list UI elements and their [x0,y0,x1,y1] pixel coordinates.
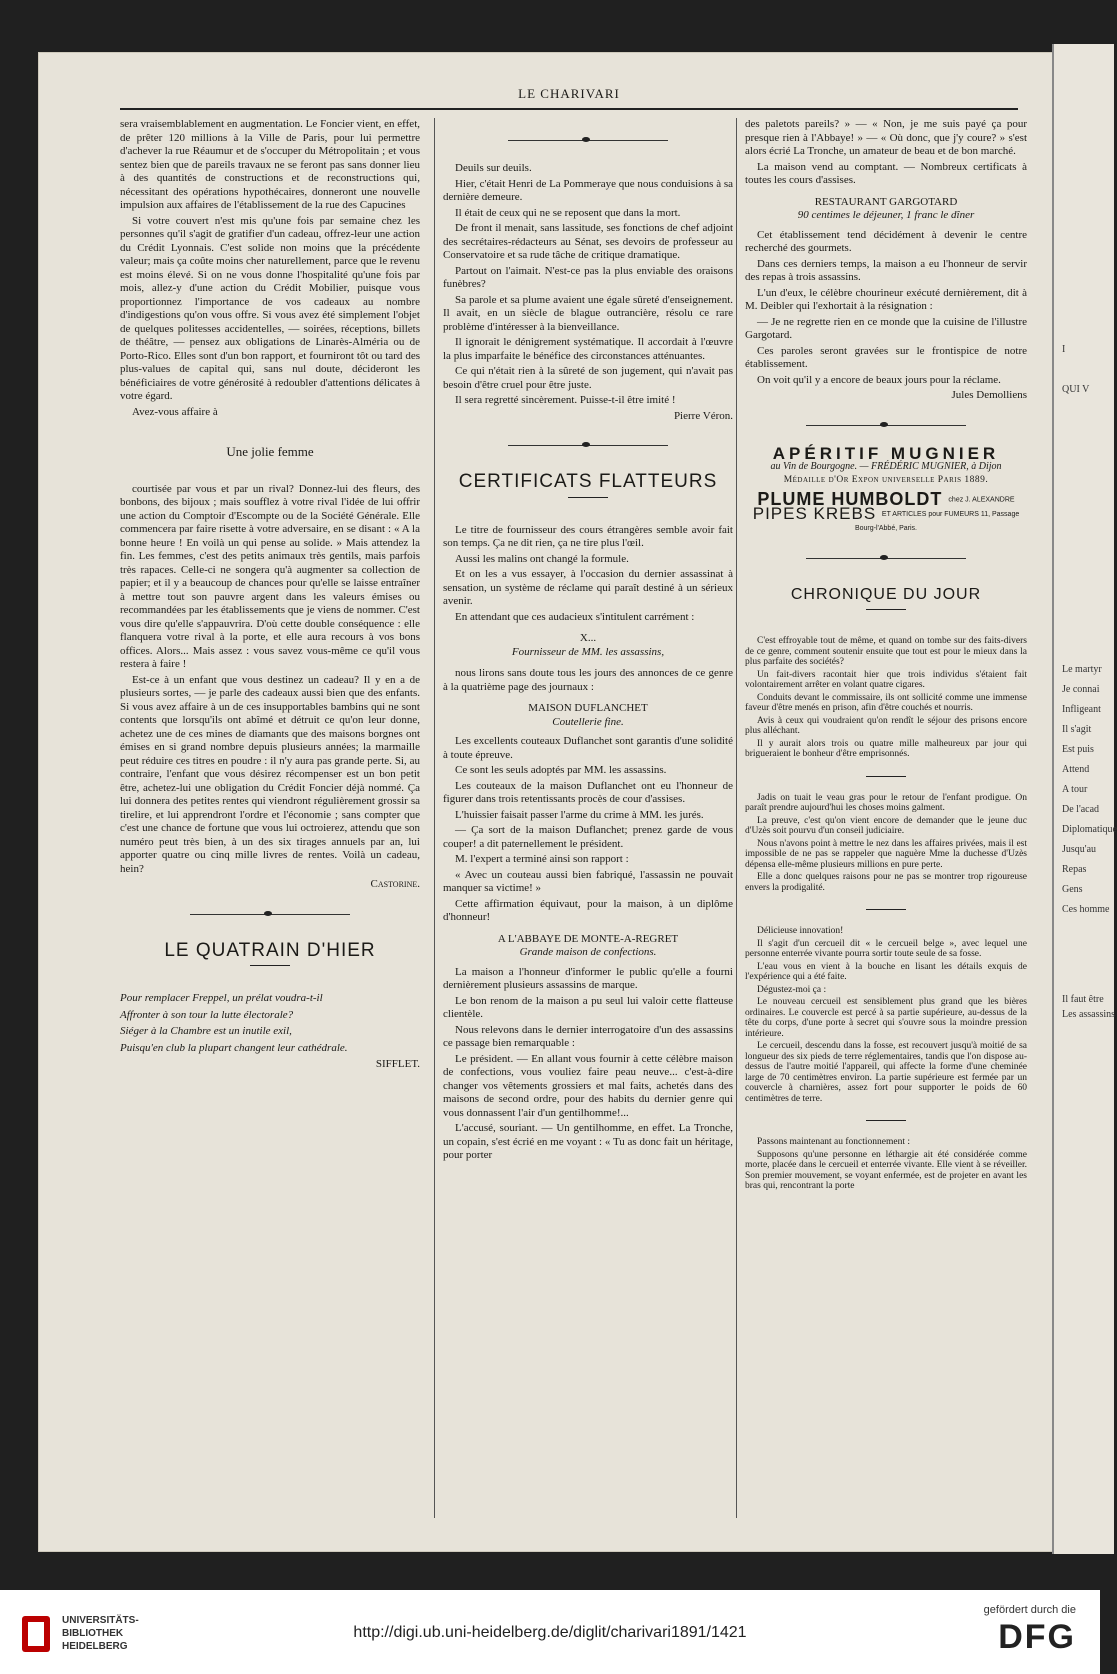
heading-rule [568,497,608,498]
paragraph: Nous n'avons point à mettre le nez dans les affaires privées, mais il est impossible de ne pas se rappeler que naguère Mme la duchesse d'Uzès dépensa elle-même plusieurs millions en pure perte. [745,838,1027,870]
paragraph: Conduits devant le commissaire, ils ont sollicité comme une immense faveur d'être menés en prison, afin d'être couchés et nourris. [745,692,1027,714]
paragraph: courtisée par vous et par un rival? Donnez-lui des fleurs, des bonbons, des bijoux ; mais soufflez à votre rival l'idée de lui offrir une action du Comptoir d'Escompte ou de la Société Générale. Elle commencera par faire risette à votre adversaire, en se disant : « A la bonne heure ! En voilà un qui pense au solide. » Mais attendez la fin. Les femmes, c'est des petits animaux très gentils, mais parfois très rapaces. Celle-ci ne songera qu'à augmenter sa collection de papier; et il y a beaucoup de chances pour qu'elle se laisse entraîner à mettre tout son pauvre argent dans les valeurs émises ou recommandées par les établissements que je viens de nommer. C'est vous dire qu'elle s'appauvrira. D'où cette double conséquence : elle flanquera votre rival à la porte, et elle aura recours à vos bons offices. Alors... Mais assez : vous savez vous-même ce qu'il vous restera à faire ! [120,482,420,670]
paragraph: La maison a l'honneur d'informer le public qu'elle a fourni dernièrement plusieurs assassins de marque. [443,965,733,991]
adjacent-page-edge [1052,44,1117,1554]
paragraph: Ce sont les seuls adoptés par MM. les assassins. [455,764,667,776]
paragraph: Jadis on tuait le veau gras pour le retour de l'enfant prodigue. On paraît prendre aujourd'hui les choses moins galment. [745,792,1027,814]
paragraph: Les excellents couteaux Duflanchet sont garantis d'une solidité à toute épreuve. [443,735,733,761]
paragraph: Supposons qu'une personne en léthargie ait été considérée comme morte, placée dans le cercueil et enterrée vivante. Elle vient à se réveiller. Son premier mouvement, se voyant enfermée, est de projeter en avant les bras qui, rencontrant la porte [745,1149,1027,1192]
paragraph: — Ça sort de la maison Duflanchet; prenez garde de vous couper! a dit paternellement le président. [443,824,733,850]
paragraph: Cet établissement tend décidément à devenir le centre recherché des gourmets. [745,228,1027,254]
col2-paragraphs-3 [443,667,733,694]
maison-duflanchet-sub: Coutellerie fine. [552,715,624,728]
col3-paragraphs-1 [745,118,1027,188]
masthead: LE CHARIVARI [518,86,620,101]
paragraph: Il ignorait le dénigrement systématique. Il accordait à l'œuvre la plus imparfaite le bénéfice des circonstances atténuantes. [443,336,733,362]
edge-fragment: Jusqu'au [1062,844,1097,855]
heading-rule [250,965,290,966]
section-heading-jolie-femme: Une jolie femme [226,444,314,459]
paragraph: On voit qu'il y a encore de beaux jours pour la réclame. [757,373,1001,386]
source-url-link[interactable]: http://digi.ub.uni-heidelberg.de/diglit/charivari1891/1421 [353,1624,747,1641]
newspaper-page [38,52,1058,1552]
paragraph: En attendant que ces audacieux s'intitulent carrément : [455,610,695,623]
paragraph: Ces paroles seront gravées sur le frontispice de notre établissement. [745,344,1027,370]
paragraph: — Je ne regrette rien en ce monde que la cuisine de l'illustre Gargotard. [745,315,1027,341]
edge-fragment: QUI V [1062,384,1090,395]
section-rule [866,776,906,777]
chronique-part-3 [745,926,1027,1104]
edge-fragment: De l'acad [1062,804,1100,815]
paragraph: Cette affirmation équivaut, pour la maison, à un diplôme d'honneur! [443,897,733,923]
signature-castorine: Castorine. [370,878,420,890]
poem [120,992,420,1055]
section-rule [866,909,906,910]
edge-fragment: Repas [1062,864,1087,875]
restaurant-heading: RESTAURANT GARGOTARD [814,195,958,208]
paragraph: Sa parole et sa plume avaient une égale sûreté d'enseignement. Il avait, en un siècle de blague outrancière, résolu ce rare problème d'intéresser à la bienveillance. [443,293,733,333]
edge-fragment: Attend [1062,764,1090,775]
signature-demolliens: Jules Demolliens [951,389,1027,401]
dfg-logo: DFG [998,1618,1076,1656]
ad-pipes-text: PIPES KREBS [752,504,877,523]
abbaye-heading: A L'ABBAYE DE MONTE-A-REGRET [497,932,679,945]
paragraph: Et on les a vus essayer, à l'occasion du dernier assassinat à sensation, un système de réclame qui paraît destiné à un sérieux avenir. [443,568,733,607]
chronique-part-2 [745,793,1027,894]
paragraph: Elle a donc quelques raisons pour ne pas se montrer trop rigoureuse envers la prodigalité. [745,872,1027,893]
paragraph: L'accusé, souriant. — Un gentilhomme, en effet. La Tronche, un copain, s'est écrié en me voyant : « Tu as donc fait un héritage, pour porter [443,1122,733,1161]
poem-signature: SIFFLET. [375,1058,420,1070]
edge-fragment: Infligeant [1062,704,1101,715]
col1-paragraphs-1 [120,118,420,419]
ornament-divider [806,421,966,429]
paragraph: des paletots pareils? » — « Non, je me suis payé ça pour presque rien à l'Abbaye! » — « Où donc, que j'y coure? » s'est alors écrié La Tronche, un amateur de beau et de bon marché. [745,118,1027,157]
uni-line-2: BIBLIOTHEK [62,1628,124,1639]
chronique-part-1 [745,636,1027,760]
paragraph: Le cercueil, descendu dans la fosse, est recouvert jusqu'à moitié de sa longueur des six pieds de terre réglementaires, tandis que l'on dispose au-dessus de l'autre moitié l'appareil, qui affecte la forme d'une cheminée large de 70 centimètres environ. La partie supérieure est fermée par un couvercle à charnières, assez fort pour supporter le poids de 60 centimètres de terre. [745,1041,1027,1104]
paragraph: Le nouveau cercueil est sensiblement plus grand que les bières ordinaires. Le couvercle est percé à sa partie supérieure, au-dessus de la tête du corps, d'une porte à secret qui s'ouvre sous la moindre pression intérieure. [745,997,1027,1039]
poem-title: LE QUATRAIN D'HIER [164,939,376,961]
x-line: X... [579,632,597,644]
paragraph: sera vraisemblablement en augmentation. Le Foncier vient, en effet, de prêter 120 millions à la Ville de Paris, pour lui permettre d'achever la rue Réaumur et de s'occuper du Métropolitain ; et vous sentez bien que de pareils travaux ne se feront pas sans donner lieu à des quantités de constructions et de reconstructions qui, nécessitant des opérations hypothécaires, donneront une nouvelle impulsion aux affaires de l'établissement de la rue des Capucines [120,118,420,211]
paragraph: Avez-vous affaire à [132,405,218,418]
column-2 [434,118,733,1518]
paragraph: La preuve, c'est qu'on vient encore de demander que le jeune duc d'Uzès soit pourvu d'un conseil judiciaire. [745,815,1027,837]
ad-plume-small: chez J. ALEXANDRE [948,496,1015,504]
paragraph: Nous relevons dans le dernier interrogatoire d'un des assassins ce passage bien remarquable : [443,1023,733,1049]
paragraph: Deuils sur deuils. [455,162,532,174]
column-3 [736,118,1027,1518]
edge-fragment: Ces homme [1062,904,1110,915]
ornament-divider [190,910,350,918]
paragraph: Délicieuse innovation! [757,926,844,937]
paragraph: Il était de ceux qui ne se reposent que dans la mort. [455,206,681,219]
col2-paragraphs-5 [443,966,733,1163]
col2-paragraphs-1 [443,162,733,408]
paragraph: nous lirons sans doute tous les jours des annonces de ce genre à la quatrième page des journaux : [443,667,733,693]
ornament-divider [508,136,668,144]
paragraph: Avis à ceux qui voudraient qu'on rendît le séjour des prisons encore plus alléchant. [745,715,1027,737]
ad-pipes-small: ET ARTICLES pour FUMEURS 11, Passage Bourg-l'Abbé, Paris. [854,510,1020,533]
edge-fragment: I [1062,344,1066,355]
paragraph: Dans ces derniers temps, la maison a eu l'honneur de servir des repas à trois assassins. [745,257,1027,283]
paragraph: Le président. — En allant vous fournir à cette célèbre maison de confections, vous vouliez faire peau neuve... c'est-à-dire changer vos vêtements grossiers et mal faits, achetés dans des maisons de second ordre, pour des habits du dernier genre qui vous donnassent l'air d'un gentilhomme!... [443,1052,733,1119]
col3-paragraphs-2 [745,229,1027,388]
ad-medaille: Médaille d'Or Expon universelle Paris 1889. [783,474,989,485]
paragraph: Si votre couvert n'est mis qu'une fois par semaine chez les personnes qu'il s'agit de gratifier d'un cadeau, offrez-leur une action du Crédit Lyonnais. C'est solide non moins que la précédente valeur; mais ça coûte moins cher naturellement, parce que le revenu est moins élevé. Si on ne vous donne l'hospitalité qu'une fois par mois, allez-y d'une action du Crédit Mobilier, puisque vous proportionnez l'importance de vos cadeaux au nombre d'indigestions qu'on vous offre. Si vous avez été simplement l'objet de quelques politesses accidentelles, — soirées, réceptions, billets de théâtre, — pensez aux obligations de Linarès-Alméria ou de Porto-Rico. Elles sont d'un bon rapport, et fourniront tôt ou tard des plus-values de capital qui, sans nul doute, décideront les bénéficiaires de votre générosité à redoubler d'attentions délicates à votre égard. [120,214,420,402]
paragraph: Hier, c'était Henri de La Pommeraye que nous conduisions à sa dernière demeure. [443,177,733,203]
paragraph: Les couteaux de la maison Duflanchet ont eu l'honneur de figurer dans trois retentissants procès de cour d'assises. [443,779,733,805]
masthead-rule [120,108,1018,110]
certificats-heading: CERTIFICATS FLATTEURS [458,471,718,492]
chronique-heading: CHRONIQUE DU JOUR [790,585,982,603]
uni-line-3: HEIDELBERG [62,1641,128,1652]
paragraph: C'est effroyable tout de même, et quand on tombe sur des faits-divers de ce genre, comment soutenir ensuite que tout est pour le mieux dans la plus parfaite des sociétés? [745,636,1027,668]
paragraph: Un fait-divers racontait hier que trois individus s'étaient fait volontairement arrêter en volant quatre cigares. [745,669,1027,691]
col1-paragraphs-2 [120,483,420,877]
edge-fragment: Les assassins [1062,1009,1116,1020]
edge-fragment: Je connai [1062,684,1100,695]
section-rule [866,1120,906,1121]
abbaye-sub: Grande maison de confections. [519,946,657,958]
paragraph: Est-ce à un enfant que vous destinez un cadeau? Il y en a de plusieurs sortes, — je parle des cadeaux aussi bien que des enfants. Si vous avez affaire à un de ces insupportables bambins qui ne sont contents que lorsqu'ils ont abîmé et détruit ce qu'on leur donne, achetez une de ces mines de diamants que des maisons borgnes ont émises en si grand nombre depuis plusieurs années; la marmaille peut réduire ces titres en poudre : il n'y aura pas grande perte. Si, au contraire, l'enfant que vous désirez récompenser est un bon petit être, achetez-lui une obligation du Crédit Foncier déjà nommé. Ça lui donnera des petites rentes qui viendront régulièrement grossir sa tirelire, et lui apprendront l'ordre et l'économie ; sans compter que c'est une chance de fortune que vous lui octroierez, attendu que son numéro peut très bien, à un des six tirages annuels par an, lui apporter quatre ou cinq mille livres de rentes. Voilà un cadeau, hein? [120,673,420,875]
poem-line: Puisqu'en club la plupart changent leur cathédrale. [120,1041,348,1054]
restaurant-sub: 90 centimes le déjeuner, 1 franc le dîner [797,209,975,221]
column-1 [120,118,420,1518]
paragraph: Partout on l'aimait. N'est-ce pas la plus enviable des oraisons funèbres? [443,264,733,290]
edge-fragment: Il faut être [1062,994,1104,1005]
edge-fragment: Il s'agit [1062,724,1092,735]
signature-veron: Pierre Véron. [673,409,733,422]
edge-fragment: Le martyr [1062,664,1102,675]
ad-pipes-krebs [745,504,1027,536]
poem-line: Affronter à son tour la lutte électorale? [120,1008,294,1021]
paragraph: De front il menait, sans lassitude, ses fonctions de chef adjoint des secrétaires-rédacteurs au Sénat, ses devoirs de professeur au Conservatoire et sa rude tâche de critique dramatique. [443,222,733,261]
paragraph: L'eau vous en vient à la bouche en lisant les détails exquis de l'expérience qui a été faite. [745,961,1027,983]
paragraph: Il y aurait alors trois ou quatre mille malheureux par jour qui brigueraient le bonheur d'être emprisonnés. [745,738,1027,760]
edge-fragment: A tour [1062,784,1088,795]
ornament-divider [508,441,668,449]
edge-fragment: Est puis [1062,744,1094,755]
paragraph: « Avec un couteau aussi bien fabriqué, l'assassin ne pouvait manquer sa victime! » [443,868,733,894]
x-subtitle: Fournisseur de MM. les assassins, [511,645,665,658]
paragraph: Aussi les malins ont changé la formule. [455,552,629,565]
footer-bar [0,1590,1100,1674]
paragraph: Le titre de fournisseur des cours étrangères semble avoir fait son temps. Ça ne dit rien, ça ne tire plus l'œil. [443,523,733,549]
paragraph: Il s'agit d'un cercueil dit « le cercueil belge », avec lequel une personne enterrée vivante pourra sortir toute seule de sa fosse. [745,938,1027,960]
poem-line: Siéger à la Chambre est un inutile exil, [120,1025,292,1037]
paragraph: La maison vend au comptant. — Nombreux certificats à toutes les cours d'assises. [745,160,1027,186]
maison-duflanchet: MAISON DUFLANCHET [528,702,648,714]
heading-rule [866,609,906,610]
ad-aperitif-mugnier: APÉRITIF MUGNIER [772,443,1000,463]
paragraph: M. l'expert a terminé ainsi son rapport : [455,853,629,865]
poem-line: Pour remplacer Freppel, un prélat voudra-t-il [120,992,323,1004]
paragraph: Le bon renom de la maison a pu seul lui valoir cette flatteuse clientèle. [443,994,733,1020]
edge-fragment: Gens [1062,884,1083,895]
paragraph: Ce qui n'était rien à la sûreté de son jugement, qui n'avait pas besoin d'être cruel pour être juste. [443,365,733,391]
ad-mugnier-line: au Vin de Bourgogne. — FRÉDÉRIC MUGNIER, à Dijon [770,461,1002,472]
paragraph: L'un d'eux, le célèbre chourineur exécuté dernièrement, dit à M. Deibler qui l'exhortait à la résignation : [745,286,1027,312]
paragraph: Il sera regretté sincèrement. Puisse-t-il être imité ! [455,394,676,406]
chronique-part-4 [745,1137,1027,1192]
col2-paragraphs-4 [443,735,733,925]
paragraph: Passons maintenant au fonctionnement : [757,1137,911,1148]
ornament-divider [806,554,966,562]
uni-line-1: UNIVERSITÄTS- [62,1615,139,1626]
edge-fragment: Diplomatique [1062,824,1117,835]
ad-plume-text: PLUME HUMBOLDT [757,489,943,509]
paragraph: L'huissier faisait passer l'arme du crime à MM. les jurés. [455,808,704,821]
dfg-label: gefördert durch die [983,1604,1076,1616]
paragraph: Dégustez-moi ça : [757,984,827,995]
col2-paragraphs-2 [443,524,733,625]
